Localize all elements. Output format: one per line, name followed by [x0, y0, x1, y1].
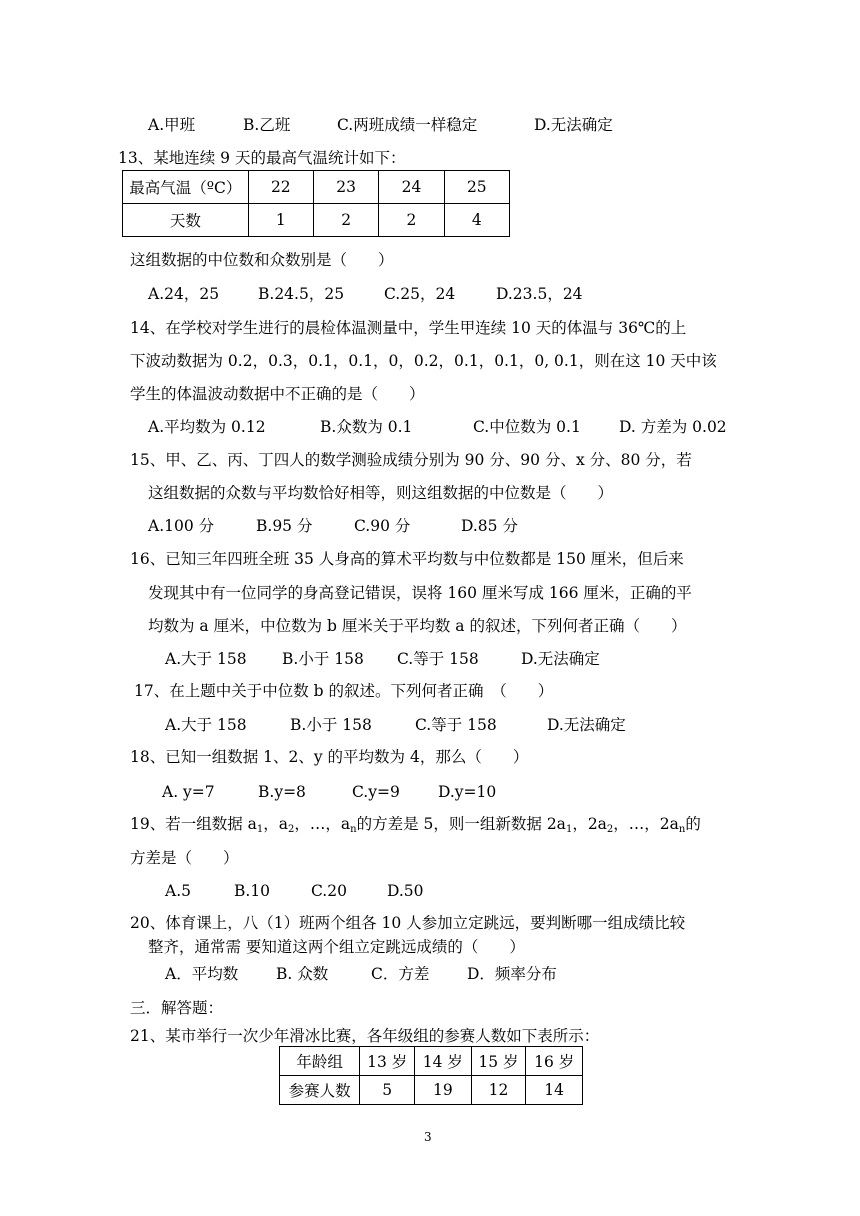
table-header-cell: 年龄组: [280, 1047, 360, 1076]
q19-text: ，…，a: [294, 815, 351, 833]
table-cell: 5: [360, 1076, 415, 1105]
table-cell: 2: [313, 204, 378, 237]
q14-option-c: C.中位数为 0.1: [473, 418, 581, 436]
table-row: [280, 1047, 583, 1076]
q12-option-c: C.两班成绩一样稳定: [337, 116, 478, 134]
table-header-cell: 最高气温（ºC）: [123, 171, 249, 204]
q21-line-1: 21、某市举行一次少年滑冰比赛，各年级组的参赛人数如下表所示：: [130, 1027, 600, 1045]
q15-option-c: C.90 分: [354, 517, 411, 535]
q15-option-b: B.95 分: [256, 517, 313, 535]
q13-option-a: A.24，25: [148, 285, 220, 303]
table-header-cell: 15 岁: [471, 1047, 526, 1076]
q16-line-3: 均数为 a 厘米，中位数为 b 厘米关于平均数 a 的叙述，下列何者正确（ ）: [148, 617, 687, 635]
q12-option-d: D.无法确定: [534, 116, 613, 134]
q12-option-b: B.乙班: [243, 116, 291, 134]
q19-option-b: B.10: [234, 882, 271, 900]
q15-option-a: A.100 分: [148, 517, 215, 535]
q19-option-c: C.20: [311, 882, 347, 900]
q12-option-a: A.甲班: [148, 116, 196, 134]
table-cell: 12: [471, 1076, 526, 1105]
q16-line-1: 16、已知三年四班全班 35 人身高的算术平均数与中位数都是 150 厘米，但后来: [130, 550, 684, 568]
q19-line-2: 方差是（ ）: [130, 849, 239, 867]
section-heading: 三．解答题：: [130, 999, 224, 1017]
q20-option-a: A．平均数: [165, 965, 239, 983]
q19-text: 的: [685, 815, 701, 833]
q14-line-1: 14、在学校对学生进行的晨检体温测量中，学生甲连续 10 天的体温与 36℃的上: [130, 319, 687, 337]
q15-line-1: 15、甲、乙、丙、丁四人的数学测验成绩分别为 90 分、90 分、x 分、80 分，若: [130, 451, 692, 469]
q16-option-b: B.小于 158: [282, 650, 364, 668]
table-header-cell: 14 岁: [415, 1047, 472, 1076]
q19-text: 的方差是 5，则一组新数据 2a: [356, 815, 566, 833]
q20-option-b: B. 众数: [276, 965, 329, 983]
q20-line-2: 整齐，通常需 要知道这两个组立定跳远成绩的（ ）: [148, 938, 525, 956]
q18-line-1: 18、已知一组数据 1、2、y 的平均数为 4，那么（ ）: [130, 748, 529, 766]
table-cell: 2: [379, 204, 444, 237]
q18-option-c: C.y=9: [352, 783, 400, 801]
q16-option-c: C.等于 158: [397, 650, 479, 668]
q14-line-3: 学生的体温波动数据中不正确的是（ ）: [130, 385, 425, 403]
q14-line-2: 下波动数据为 0.2，0.3，0.1，0.1，0，0.2，0.1，0.1，0, 0.1，则在这 10 天中该: [130, 352, 717, 370]
q17-option-b: B.小于 158: [290, 716, 372, 734]
subscript: n: [678, 824, 686, 835]
q19-text: ，a: [263, 815, 289, 833]
q19-line-1: [130, 814, 701, 834]
table-header-cell: 16 岁: [526, 1047, 583, 1076]
q20-line-1: 20、体育课上，八（1）班两个组各 10 人参加立定跳远，要判断哪一组成绩比较: [130, 914, 686, 932]
q13-question: 这组数据的中位数和众数别是（ ）: [130, 251, 394, 269]
q15-option-d: D.85 分: [461, 517, 518, 535]
q21-participants-table: [279, 1046, 583, 1105]
table-row-label: 天数: [123, 204, 249, 237]
q17-option-d: D.无法确定: [547, 716, 626, 734]
table-row: [123, 204, 510, 237]
subscript: 2: [288, 824, 295, 835]
q17-line-1: 17、在上题中关于中位数 b 的叙述。下列何者正确 （ ）: [134, 682, 554, 700]
q19-option-d: D.50: [387, 882, 424, 900]
table-row: [123, 171, 510, 204]
q18-option-b: B.y=8: [258, 783, 306, 801]
table-header-cell: 24: [379, 171, 444, 204]
subscript: n: [350, 824, 357, 835]
table-cell: 1: [248, 204, 313, 237]
table-row-label: 参赛人数: [280, 1076, 360, 1105]
q13-stem: 13、某地连续 9 天的最高气温统计如下：: [118, 149, 406, 167]
q13-option-d: D.23.5，24: [496, 285, 583, 303]
q19-option-a: A.5: [165, 882, 191, 900]
q17-option-c: C.等于 158: [415, 716, 497, 734]
table-cell: 14: [526, 1076, 583, 1105]
q17-option-a: A.大于 158: [165, 716, 247, 734]
subscript: 1: [256, 824, 264, 835]
table-header-cell: 23: [313, 171, 378, 204]
q18-option-a: A. y=7: [162, 783, 215, 801]
q13-temperature-table: [122, 170, 510, 237]
q13-option-c: C.25，24: [384, 285, 456, 303]
q19-text: ，2a: [572, 815, 607, 833]
table-cell: 19: [415, 1076, 472, 1105]
table-header-cell: 13 岁: [360, 1047, 415, 1076]
table-cell: 4: [444, 204, 509, 237]
q18-option-d: D.y=10: [438, 783, 497, 801]
q13-option-b: B.24.5，25: [258, 285, 345, 303]
q14-option-b: B.众数为 0.1: [320, 418, 413, 436]
table-header-cell: 22: [248, 171, 313, 204]
q15-line-2: 这组数据的众数与平均数恰好相等，则这组数据的中位数是（ ）: [148, 484, 614, 502]
page-number: 3: [424, 1130, 432, 1144]
table-header-cell: 25: [444, 171, 509, 204]
q16-option-d: D.无法确定: [521, 650, 600, 668]
q14-option-a: A.平均数为 0.12: [148, 418, 266, 436]
table-row: [280, 1076, 583, 1105]
q14-option-d: D. 方差为 0.02: [619, 418, 727, 436]
q20-option-d: D．频率分布: [467, 965, 557, 983]
q20-option-c: C．方差: [371, 965, 430, 983]
subscript: 2: [606, 824, 614, 835]
q16-option-a: A.大于 158: [165, 650, 247, 668]
subscript: 1: [565, 824, 573, 835]
q19-text: 19、若一组数据 a: [130, 815, 257, 833]
q16-line-2: 发现其中有一位同学的身高登记错误，误将 160 厘米写成 166 厘米，正确的平: [148, 584, 692, 602]
q19-text: ，…，2a: [613, 815, 679, 833]
